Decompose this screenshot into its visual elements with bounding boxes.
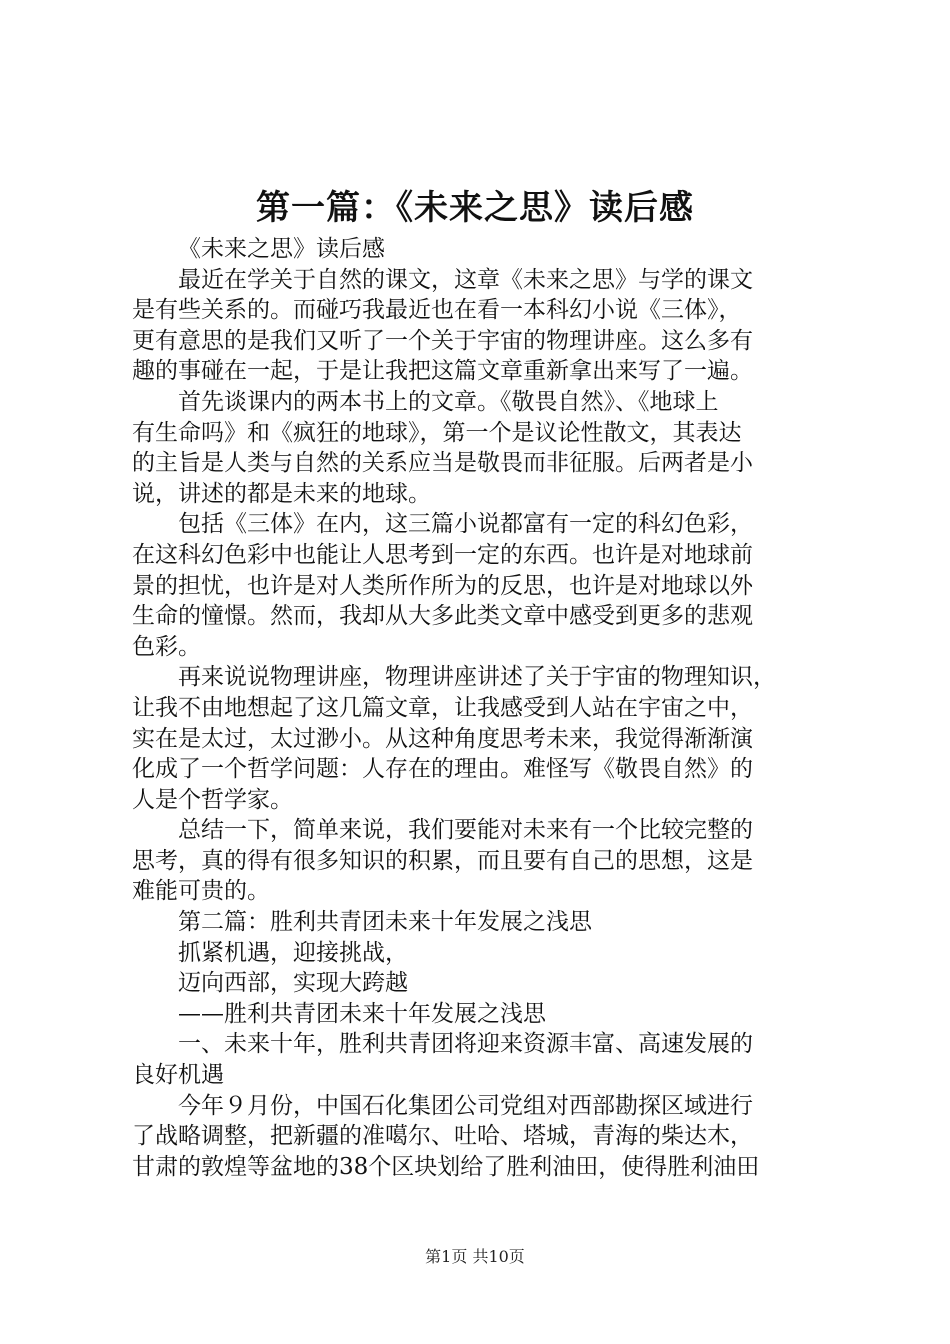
text-line: 《未来之思》读后感 [178, 236, 385, 262]
text-line: 思考，真的得有很多知识的积累，而且要有自己的思想，这是 [132, 847, 753, 874]
text-line: 在这科幻色彩中也能让人思考到一定的东西。也许是对地球前 [132, 541, 753, 568]
text-line: 再来说说物理讲座，物理讲座讲述了关于宇宙的物理知识， [178, 664, 776, 691]
text-line: 的主旨是人类与自然的关系应当是敬畏而非征服。后两者是小 [132, 450, 753, 477]
text-line: 景的担忧，也许是对人类所作所为的反思，也许是对地球以外 [132, 572, 753, 599]
text-line: 今年９月份，中国石化集团公司党组对西部勘探区域进行 [178, 1092, 753, 1119]
text-line: 实在是太过，太过渺小。从这种角度思考未来，我觉得渐渐演 [132, 725, 753, 752]
text-line: 良好机遇 [132, 1062, 224, 1089]
text-line: 人是个哲学家。 [132, 786, 293, 813]
text-line: 迈向西部，实现大跨越 [178, 970, 408, 997]
text-line: 了战略调整，把新疆的准噶尔、吐哈、塔城，青海的柴达木， [132, 1123, 753, 1150]
text-line: ——胜利共青团未来十年发展之浅思 [178, 1000, 546, 1027]
document-body [132, 234, 832, 1182]
text-line: 趣的事碰在一起，于是让我把这篇文章重新拿出来写了一遍。 [132, 358, 753, 385]
text-line: 总结一下，简单来说，我们要能对未来有一个比较完整的 [178, 817, 753, 844]
page-footer: 第1页 共10页 [425, 1247, 525, 1266]
text-line: 甘肃的敦煌等盆地的38个区块划给了胜利油田，使得胜利油田 [132, 1153, 760, 1180]
text-line: 说，讲述的都是未来的地球。 [132, 480, 431, 507]
text-line: 更有意思的是我们又听了一个关于宇宙的物理讲座。这么多有 [132, 327, 753, 354]
text-line: 生命的憧憬。然而，我却从大多此类文章中感受到更多的悲观 [132, 603, 753, 630]
text-line: 第二篇：胜利共青团未来十年发展之浅思 [178, 909, 592, 936]
text-line: 抓紧机遇，迎接挑战， [178, 939, 408, 966]
text-line: 首先谈课内的两本书上的文章。《敬畏自然》、《地球上 [178, 388, 719, 415]
text-line: 一、未来十年，胜利共青团将迎来资源丰富、高速发展的 [178, 1031, 753, 1058]
text-line: 化成了一个哲学问题：人存在的理由。难怪写《敬畏自然》的 [132, 756, 753, 783]
text-line: 让我不由地想起了这几篇文章，让我感受到人站在宇宙之中， [132, 694, 753, 721]
text-line: 包括《三体》在内，这三篇小说都富有一定的科幻色彩， [178, 511, 753, 538]
text-line: 色彩。 [132, 633, 201, 660]
text-line: 难能可贵的。 [132, 878, 270, 905]
document-title: 第一篇：《未来之思》读后感 [256, 188, 694, 228]
text-line: 最近在学关于自然的课文，这章《未来之思》与学的课文 [178, 266, 753, 293]
text-line: 是有些关系的。而碰巧我最近也在看一本科幻小说《三体》， [132, 297, 742, 324]
text-line: 有生命吗》和《疯狂的地球》，第一个是议论性散文，其表达 [132, 419, 742, 446]
